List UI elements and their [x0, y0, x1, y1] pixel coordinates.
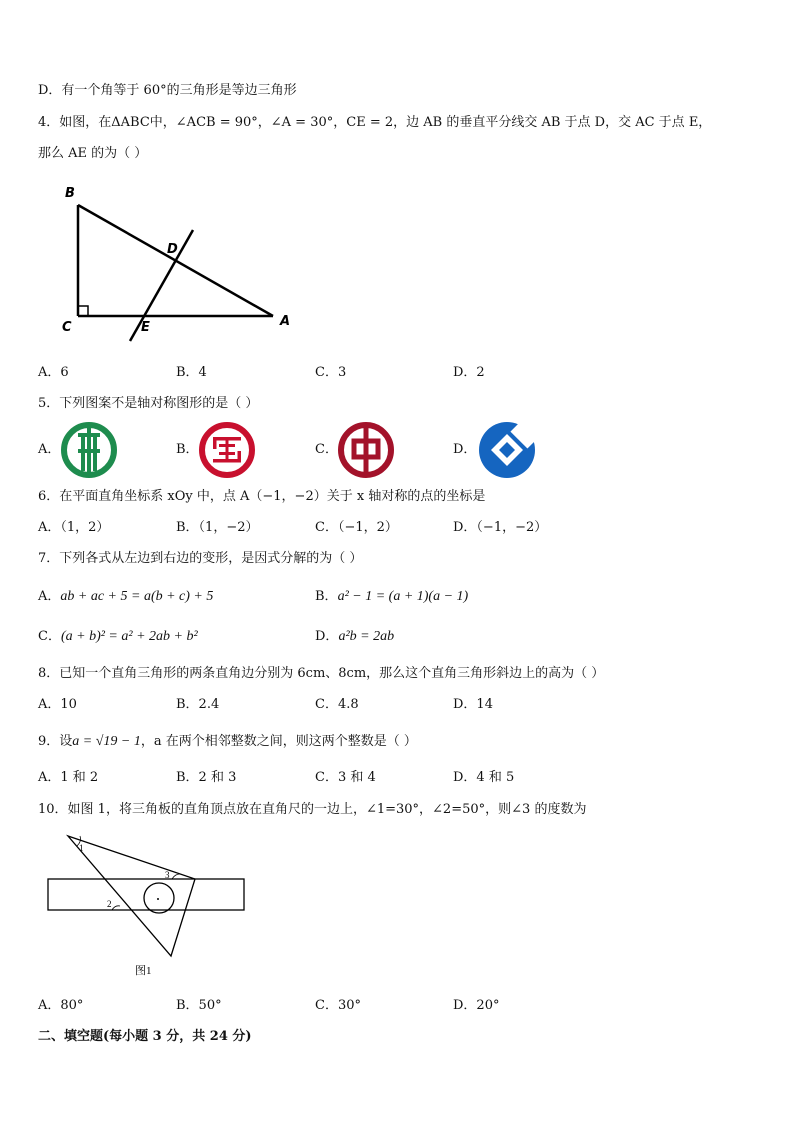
- q5-option-a: A．: [38, 442, 61, 457]
- angle-3-label: 3: [165, 870, 170, 880]
- q10-option-c: C．30°: [315, 998, 361, 1013]
- q5-option-b: B．: [176, 442, 199, 457]
- label-e: E: [141, 320, 150, 335]
- q9-stem-suffix: ，a 在两个相邻整数之间，则这两个整数是（ ）: [140, 734, 417, 749]
- q10-stem: 10．如图 1，将三角板的直角顶点放在直角尺的一边上，∠1=30°，∠2=50°，则∠3 的度数为: [38, 802, 587, 817]
- q10-option-a: A．80°: [38, 998, 84, 1013]
- q6-stem: 6．在平面直角坐标系 xOy 中，点 A（−1，−2）关于 x 轴对称的点的坐标是: [38, 489, 486, 504]
- q9-stem-prefix: 9．设: [38, 734, 73, 749]
- q4-stem-line2: 那么 AE 的为（ ）: [38, 146, 148, 161]
- q4-triangle-figure: [55, 178, 305, 348]
- label-d: D: [167, 242, 178, 257]
- q4-option-b: B．4: [176, 365, 207, 380]
- q5-logo-d-icon: [476, 421, 538, 479]
- q8-option-d: D．14: [453, 697, 493, 712]
- q10-option-d: D．20°: [453, 998, 500, 1013]
- q7-option-b-expr: a² − 1 = (a + 1)(a − 1): [337, 589, 469, 604]
- q7-option-d: [315, 628, 394, 646]
- angle-1-label: 1: [79, 843, 84, 853]
- figure-caption: 图1: [135, 965, 152, 977]
- q7-option-d-label: D．: [315, 629, 339, 644]
- q7-option-c-expr: (a + b)² = a² + 2ab + b²: [60, 629, 198, 644]
- q6-option-b: B．（1，−2）: [176, 520, 259, 535]
- q8-option-a: A．10: [38, 697, 77, 712]
- q9-expr: a = √19 − 1: [72, 734, 141, 749]
- q9-option-b: B．2 和 3: [176, 770, 237, 785]
- q5-logo-c-icon: [336, 421, 396, 479]
- right-angle-mark: [78, 306, 88, 316]
- q7-option-b: [315, 588, 468, 606]
- q7-option-a-label: A．: [38, 589, 61, 604]
- q7-option-d-expr: a²b = 2ab: [338, 629, 395, 644]
- q5-option-d: D．: [453, 442, 477, 457]
- label-c: C: [62, 320, 72, 335]
- q6-option-c: C．（−1，2）: [315, 520, 398, 535]
- q8-stem: 8．已知一个直角三角形的两条直角边分别为 6cm、8cm，那么这个直角三角形斜边上的高为（ ）: [38, 666, 605, 681]
- q5-option-c: C．: [315, 442, 338, 457]
- q9-option-d: D．4 和 5: [453, 770, 515, 785]
- q6-option-a: A．（1，2）: [38, 520, 110, 535]
- q4-option-c: C．3: [315, 365, 347, 380]
- q9-option-c: C．3 和 4: [315, 770, 376, 785]
- q7-stem: 7．下列各式从左边到右边的变形，是因式分解的为（ ）: [38, 551, 363, 566]
- q5-logo-b-icon: [198, 421, 256, 479]
- q4-option-d: D．2: [453, 365, 485, 380]
- q8-option-c: C．4.8: [315, 697, 359, 712]
- angle-2-label: 2: [107, 899, 112, 909]
- q7-option-c-label: C．: [38, 629, 61, 644]
- q7-option-b-label: B．: [315, 589, 338, 604]
- q10-option-b: B．50°: [176, 998, 222, 1013]
- q7-option-a: [38, 588, 213, 606]
- perpendicular-bisector: [130, 230, 193, 341]
- q7-option-a-expr: ab + ac + 5 = a(b + c) + 5: [60, 589, 214, 604]
- q4-stem-line1: 4．如图，在ΔABC中，∠ACB = 90°，∠A = 30°，CE = 2，边 AB 的垂直平分线交 AB 于点 D，交 AC 于点 E，: [38, 115, 712, 130]
- q4-option-a: A．6: [38, 365, 69, 380]
- set-square: [68, 836, 195, 956]
- q9-stem: [38, 733, 417, 751]
- q3-option-d: D．有一个角等于 60°的三角形是等边三角形: [38, 83, 297, 98]
- label-b: B: [65, 186, 75, 201]
- section-2-heading: 二、填空题(每小题 3 分，共 24 分): [38, 1029, 252, 1044]
- q5-logo-a-icon: [60, 421, 118, 479]
- q9-option-a: A．1 和 2: [38, 770, 99, 785]
- q8-option-b: B．2.4: [176, 697, 220, 712]
- q6-option-d: D．（−1，−2）: [453, 520, 548, 535]
- q7-option-c: [38, 628, 198, 646]
- q10-ruler-triangle-figure: [44, 832, 250, 982]
- label-a: A: [280, 314, 291, 329]
- q5-stem: 5．下列图案不是轴对称图形的是（ ）: [38, 396, 259, 411]
- set-square-hole: [144, 883, 174, 913]
